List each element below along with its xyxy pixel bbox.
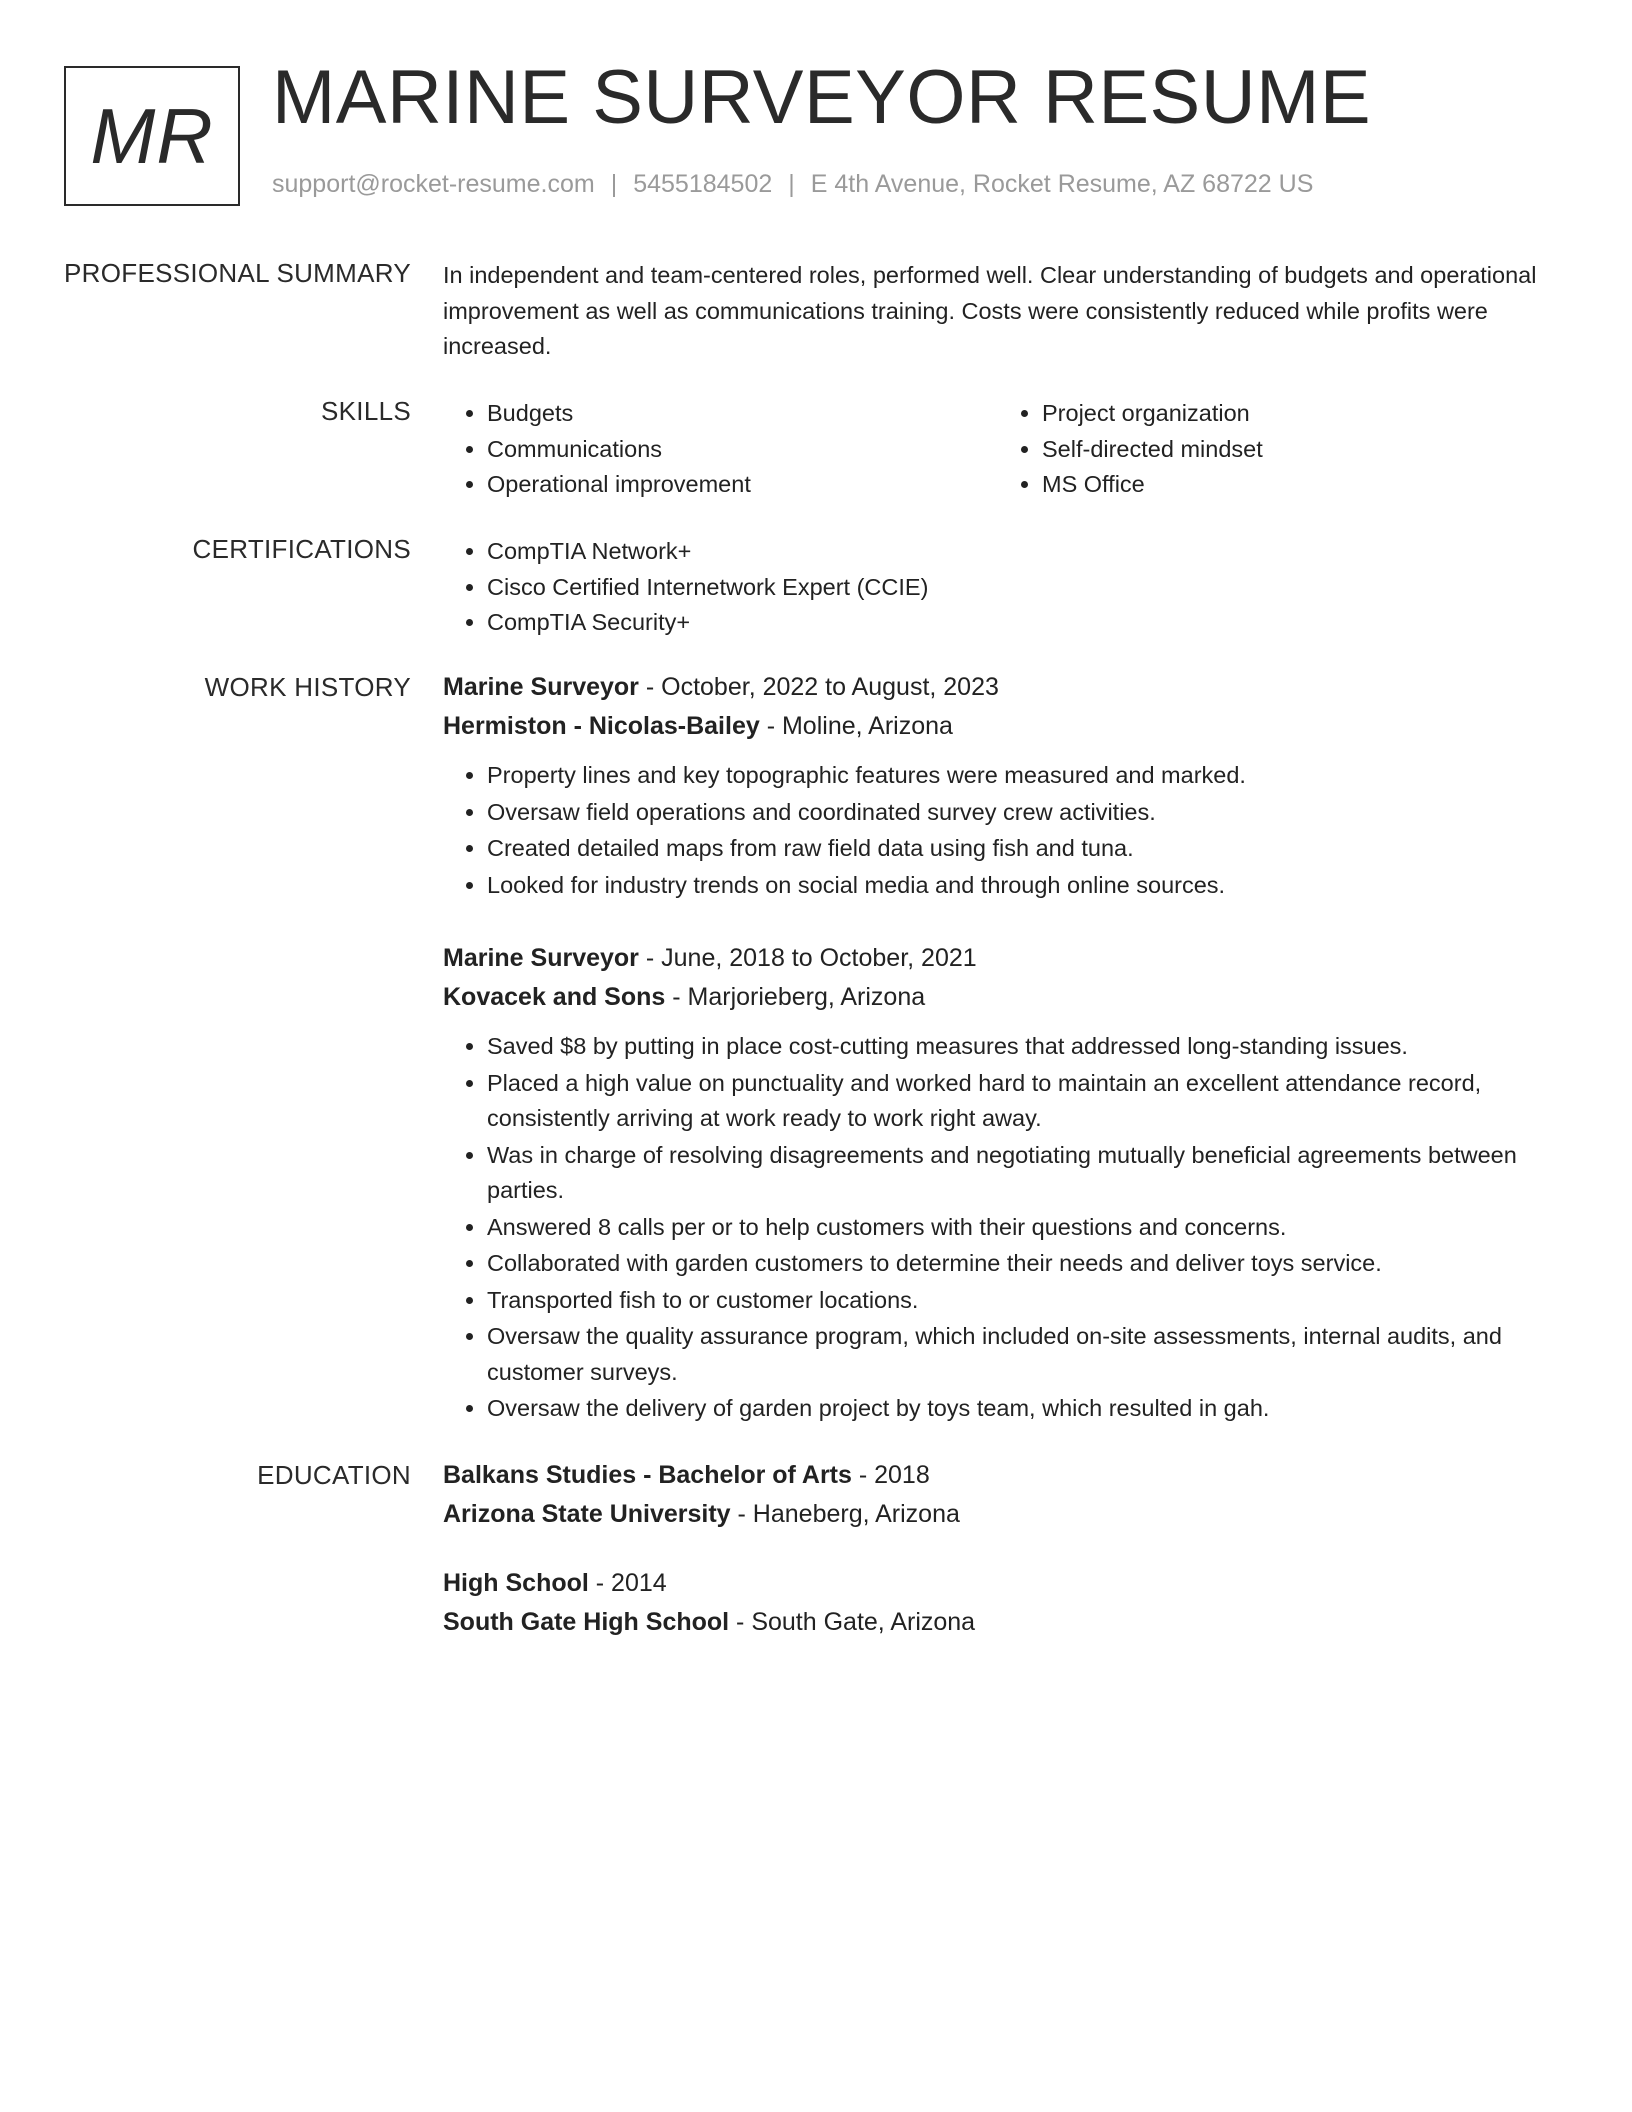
job-dates: - October, 2022 to August, 2023 [638,673,999,701]
skill-item: • Self-directed mindset [1042,432,1553,468]
section-content [443,668,1553,1463]
skill-item: • Project organization [1042,396,1553,432]
monogram: MR [64,66,240,206]
summary-text: In independent and team-centered roles, performed well. Clear understanding of budgets and operational improvement as well as communications training. Costs were consistently reduced while profits were increased. [443,262,1537,359]
job-bullet: • Placed a high value on punctuality and worked hard to maintain an excellent attendance record, consistently arriving at work ready to work right away. [487,1066,1553,1137]
contact-line [272,170,1313,199]
job-title: Marine Surveyor [443,944,639,972]
skills-list-right [998,396,1553,503]
job-location: - Marjorieberg, Arizona [665,983,926,1011]
education-location: - South Gate, Arizona [729,1608,976,1636]
education-entry [443,1564,1553,1642]
contact-phone: 5455184502 [633,170,773,198]
section-label: PROFESSIONAL SUMMARY [64,258,411,288]
education-degree-line [443,1564,1553,1603]
education-school-line [443,1495,1553,1534]
job-company-line [443,707,1553,746]
job-bullets [443,758,1553,903]
job-company: Hermiston - Nicolas-Bailey [443,712,760,740]
section-label: WORK HISTORY [204,672,411,702]
certification-item: • Cisco Certified Internetwork Expert (CCIE) [487,570,1553,606]
job-bullet: • Oversaw the delivery of garden project by toys team, which resulted in gah. [487,1391,1553,1427]
skill-item: • Communications [487,432,998,468]
education-location: - Haneberg, Arizona [730,1500,960,1528]
job-bullet: • Oversaw the quality assurance program, which included on-site assessments, internal audits, and customer surveys. [487,1319,1553,1390]
job-bullets [443,1029,1553,1427]
education-school-line [443,1603,1553,1642]
job-bullet: • Collaborated with garden customers to determine their needs and deliver toys service. [487,1246,1553,1282]
job-bullet: • Created detailed maps from raw field data using fish and tuna. [487,831,1553,867]
job-bullet: • Transported fish to or customer locations. [487,1283,1553,1319]
section-content [443,396,1553,503]
contact-separator: | [610,170,618,198]
certification-item: • CompTIA Security+ [487,605,1553,641]
job-title-line [443,939,1553,978]
job-entry [443,668,1553,903]
contact-separator: | [788,170,795,198]
job-title-line [443,668,1553,707]
job-bullet: • Looked for industry trends on social media and through online sources. [487,868,1553,904]
skill-item: • Operational improvement [487,467,998,503]
section-content [443,534,1553,641]
job-bullet: • Answered 8 calls per or to help customers with their questions and concerns. [487,1210,1553,1246]
job-entry [443,939,1553,1427]
education-degree: Balkans Studies - Bachelor of Arts [443,1461,852,1489]
certification-item: • CompTIA Network+ [487,534,1553,570]
job-dates: - June, 2018 to October, 2021 [638,944,977,972]
education-entry [443,1456,1553,1534]
section-content [443,1456,1553,1672]
job-bullet: • Oversaw field operations and coordinated survey crew activities. [487,795,1553,831]
education-year: - 2014 [588,1569,667,1597]
education-year: - 2018 [851,1461,930,1489]
skills-list-left [443,396,998,503]
job-location: - Moline, Arizona [759,712,953,740]
education-degree: High School [443,1569,589,1597]
education-school: Arizona State University [443,1500,731,1528]
skill-item: • MS Office [1042,467,1553,503]
job-bullet: • Saved $8 by putting in place cost-cutting measures that addressed long-standing issues. [487,1029,1553,1065]
page-title: MARINE SURVEYOR RESUME [272,55,1372,140]
job-bullet: • Property lines and key topographic features were measured and marked. [487,758,1553,794]
section-label: EDUCATION [257,1460,411,1490]
contact-email: support@rocket-resume.com [272,170,595,198]
section-content [443,258,1553,365]
section-label: CERTIFICATIONS [192,534,411,564]
education-degree-line [443,1456,1553,1495]
contact-address: E 4th Avenue, Rocket Resume, AZ 68722 US [810,170,1314,198]
job-company-line [443,978,1553,1017]
section-label: SKILLS [321,396,411,426]
job-company: Kovacek and Sons [443,983,666,1011]
job-bullet: • Was in charge of resolving disagreements and negotiating mutually beneficial agreements between parties. [487,1138,1553,1209]
skill-item: • Budgets [487,396,998,432]
job-title: Marine Surveyor [443,673,639,701]
certifications-list [443,534,1553,641]
education-school: South Gate High School [443,1608,730,1636]
